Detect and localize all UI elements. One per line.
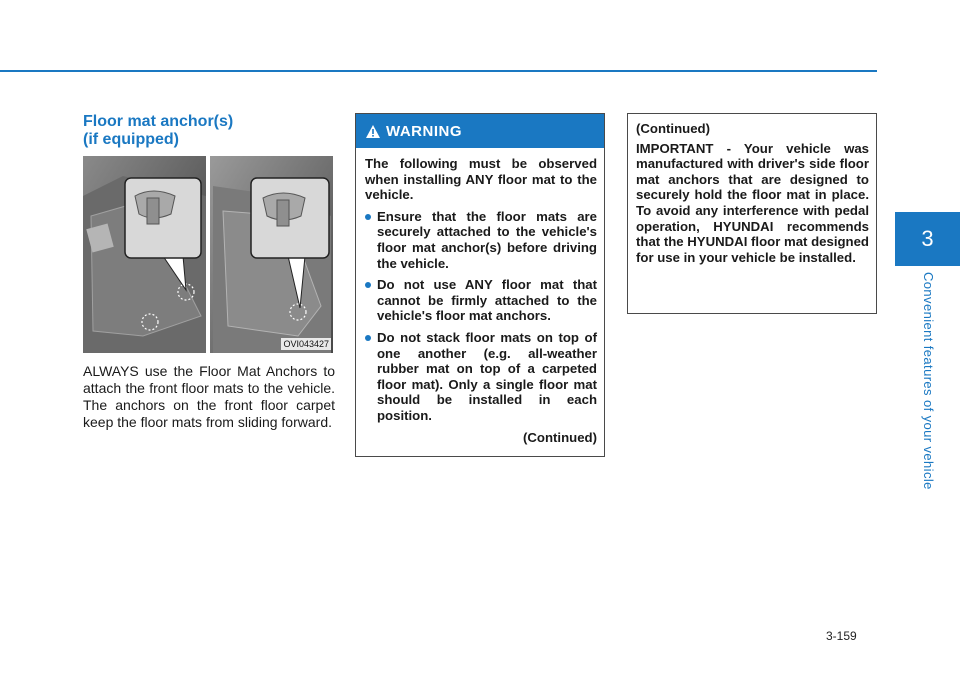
continuation-box xyxy=(627,113,877,314)
warning-body xyxy=(356,148,604,445)
page-number: 3-159 xyxy=(826,629,857,643)
warning-heading: WARNING xyxy=(386,122,462,140)
floor-mat-anchor-illustration xyxy=(83,156,333,353)
warning-continued: (Continued) xyxy=(523,429,597,445)
continuation-body xyxy=(628,114,876,265)
section-title-line1: Floor mat anchor(s) xyxy=(83,113,234,130)
list-item: Do not stack floor mats on top of one another (e.g. all-weather rubber mat on top of a carpeted floor mat). Only a single floor mat should be installed in each position. xyxy=(365,330,597,424)
warning-intro: The following must be observed when installing ANY floor mat to the vehicle. xyxy=(365,156,597,203)
bullet-icon xyxy=(365,282,371,288)
chapter-tab[interactable] xyxy=(895,212,960,266)
warning-box xyxy=(355,113,605,457)
continuation-heading: (Continued) xyxy=(636,121,710,136)
warning-list xyxy=(365,209,597,424)
chapter-title: Convenient features of your vehicle xyxy=(921,272,936,490)
body-paragraph: ALWAYS use the Floor Mat Anchors to attach the front floor mats to the vehicle. The anchors on the front floor carpet keep the floor mats from sliding forward. xyxy=(83,363,335,430)
continuation-text: IMPORTANT - Your vehicle was manufactured with driver's side floor mat anchors that are designed to securely hold the floor mat in place. To avoid any interference with pedal operation, HYUNDAI recommends that the HYUNDAI floor mat designed for use in your vehicle be installed. xyxy=(636,140,869,265)
chapter-number: 3 xyxy=(921,226,934,251)
warning-triangle-icon xyxy=(366,125,380,138)
list-item: Do not use ANY floor mat that cannot be firmly attached to the vehicle's floor mat anchors. xyxy=(365,277,597,324)
section-title-line2: (if equipped) xyxy=(83,131,179,148)
floor-mat-photo xyxy=(83,156,333,353)
section-title xyxy=(83,113,323,149)
bullet-icon xyxy=(365,214,371,220)
warning-header xyxy=(356,114,604,148)
figure-code: OVI043427 xyxy=(283,339,329,349)
header-rule xyxy=(0,70,877,72)
list-item: Ensure that the floor mats are securely attached to the vehicle's floor mat anchor(s) before driving the vehicle. xyxy=(365,209,597,271)
bullet-icon xyxy=(365,335,371,341)
